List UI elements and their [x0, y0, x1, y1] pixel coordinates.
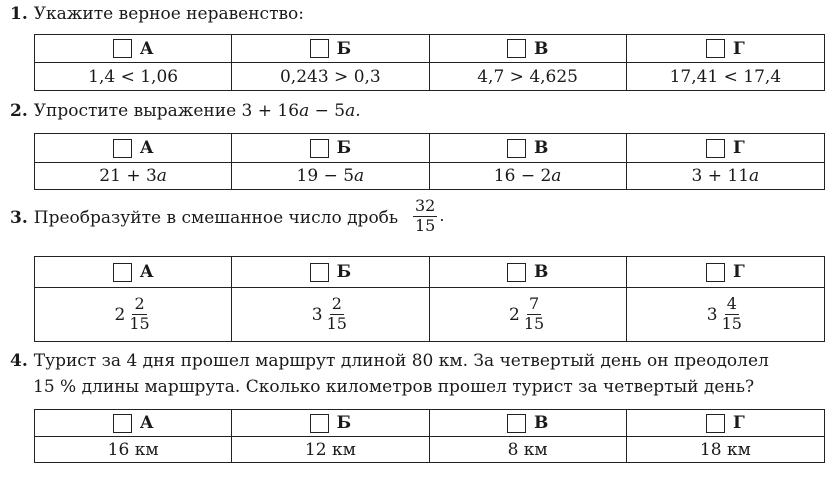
question-3-answer-table: [34, 256, 825, 342]
variable-a: a: [299, 101, 310, 121]
question-2-prompt-end: .: [355, 101, 361, 121]
q2-checkbox-g[interactable]: [706, 139, 725, 158]
q2-checkbox-a[interactable]: [113, 139, 132, 158]
q3-option-b-header[interactable]: [232, 257, 429, 288]
option-letter: В: [533, 38, 549, 59]
q3-checkbox-b[interactable]: [310, 263, 329, 282]
question-2-prompt-mid: − 5: [309, 101, 346, 121]
option-letter: А: [139, 413, 154, 433]
option-letter: В: [533, 262, 549, 282]
q2-checkbox-v[interactable]: [507, 139, 526, 158]
option-letter: В: [533, 138, 549, 158]
q1-option-v-value: 4,7 > 4,625: [430, 63, 627, 90]
q3-option-g-value: 3 $\frac{4}{15}$: [706, 294, 742, 333]
question-3-prompt: Преобразуйте в смешанное число дробь: [33, 208, 399, 228]
option-letter: А: [139, 262, 154, 282]
q4-option-g-header[interactable]: [627, 410, 824, 437]
question-4-number: 4.: [10, 351, 28, 371]
q1-checkbox-g[interactable]: [706, 39, 725, 58]
option-letter: Б: [336, 38, 352, 59]
question-4-prompt-line2: 15 % длины маршрута. Сколько километров прошел турист за четвертый день?: [33, 377, 755, 397]
option-letter: А: [139, 38, 154, 59]
q4-option-b-header[interactable]: [232, 410, 429, 437]
question-1-text: [10, 4, 304, 24]
question-3-end: .: [439, 205, 445, 225]
q3-option-a-value: 2 $\frac{2}{15}$: [35, 288, 232, 341]
q1-checkbox-b[interactable]: [310, 39, 329, 58]
question-3-number: 3.: [10, 208, 28, 228]
q2-option-a-value: 21 + 3 a: [35, 163, 232, 189]
q1-option-v-header[interactable]: [430, 35, 627, 63]
fraction-denominator: 15: [415, 215, 436, 235]
question-4-text: [10, 351, 769, 371]
question-1-prompt: Укажите верное неравенство:: [33, 4, 305, 24]
question-3-fraction: [413, 198, 444, 235]
variable-a: a: [345, 101, 356, 121]
q4-option-a-value: 16 км: [35, 437, 232, 462]
fraction-numerator: 32: [415, 196, 436, 215]
q2-option-v-header[interactable]: [430, 134, 627, 163]
q4-checkbox-b[interactable]: [310, 414, 329, 433]
q4-option-b-value: 12 км: [232, 437, 429, 462]
option-letter: Г: [733, 262, 745, 282]
question-4-prompt-line1: Турист за 4 дня прошел маршрут длиной 80 км. За четвертый день он преодолел: [33, 351, 769, 371]
q3-checkbox-a[interactable]: [113, 263, 132, 282]
q2-option-a-header[interactable]: [35, 134, 232, 163]
q3-option-v-value: 2 $\frac{7}{15}$: [430, 288, 627, 341]
q1-option-b-header[interactable]: [232, 35, 429, 63]
q2-checkbox-b[interactable]: [310, 139, 329, 158]
q3-option-g-header[interactable]: [627, 257, 824, 288]
q1-option-g-header[interactable]: [627, 35, 824, 63]
question-2-prompt: Упростите выражение 3 + 16: [33, 101, 300, 121]
option-letter: Б: [336, 262, 352, 282]
q2-option-v-value: 16 − 2 a: [430, 163, 627, 189]
question-2-text: [10, 101, 361, 121]
q2-option-g-value: 3 + 11 a: [691, 166, 760, 186]
q1-checkbox-a[interactable]: [113, 39, 132, 58]
q4-option-v-value: 8 км: [430, 437, 627, 462]
q1-option-b-value: 0,243 > 0,3: [232, 63, 429, 90]
q4-checkbox-a[interactable]: [113, 414, 132, 433]
q1-option-g-value: 17,41 < 17,4: [669, 66, 782, 87]
q1-option-a-value: 1,4 < 1,06: [35, 63, 232, 90]
q2-option-b-value: 19 − 5 a: [232, 163, 429, 189]
question-2-number: 2.: [10, 101, 28, 121]
q4-checkbox-g[interactable]: [706, 414, 725, 433]
option-letter: В: [533, 413, 549, 433]
q3-checkbox-v[interactable]: [507, 263, 526, 282]
question-3-text: [10, 208, 398, 228]
option-letter: Б: [336, 413, 352, 433]
option-letter: Г: [733, 38, 745, 59]
option-letter: А: [139, 138, 154, 158]
question-4-answer-table: [34, 409, 825, 463]
q4-checkbox-v[interactable]: [507, 414, 526, 433]
option-letter: Г: [733, 138, 745, 158]
question-1-answer-table: [34, 34, 825, 91]
q3-option-b-value: 3 $\frac{2}{15}$: [232, 288, 429, 341]
option-letter: Б: [336, 138, 352, 158]
question-2-answer-table: [34, 133, 825, 190]
q4-option-v-header[interactable]: [430, 410, 627, 437]
q3-option-a-header[interactable]: [35, 257, 232, 288]
q2-option-g-header[interactable]: [627, 134, 824, 163]
q1-checkbox-v[interactable]: [507, 39, 526, 58]
q2-option-b-header[interactable]: [232, 134, 429, 163]
option-letter: Г: [733, 413, 745, 433]
question-1-number: 1.: [10, 4, 28, 24]
q3-checkbox-g[interactable]: [706, 263, 725, 282]
q1-option-a-header[interactable]: [35, 35, 232, 63]
q3-option-v-header[interactable]: [430, 257, 627, 288]
q4-option-g-value: 18 км: [699, 439, 751, 460]
q4-option-a-header[interactable]: [35, 410, 232, 437]
